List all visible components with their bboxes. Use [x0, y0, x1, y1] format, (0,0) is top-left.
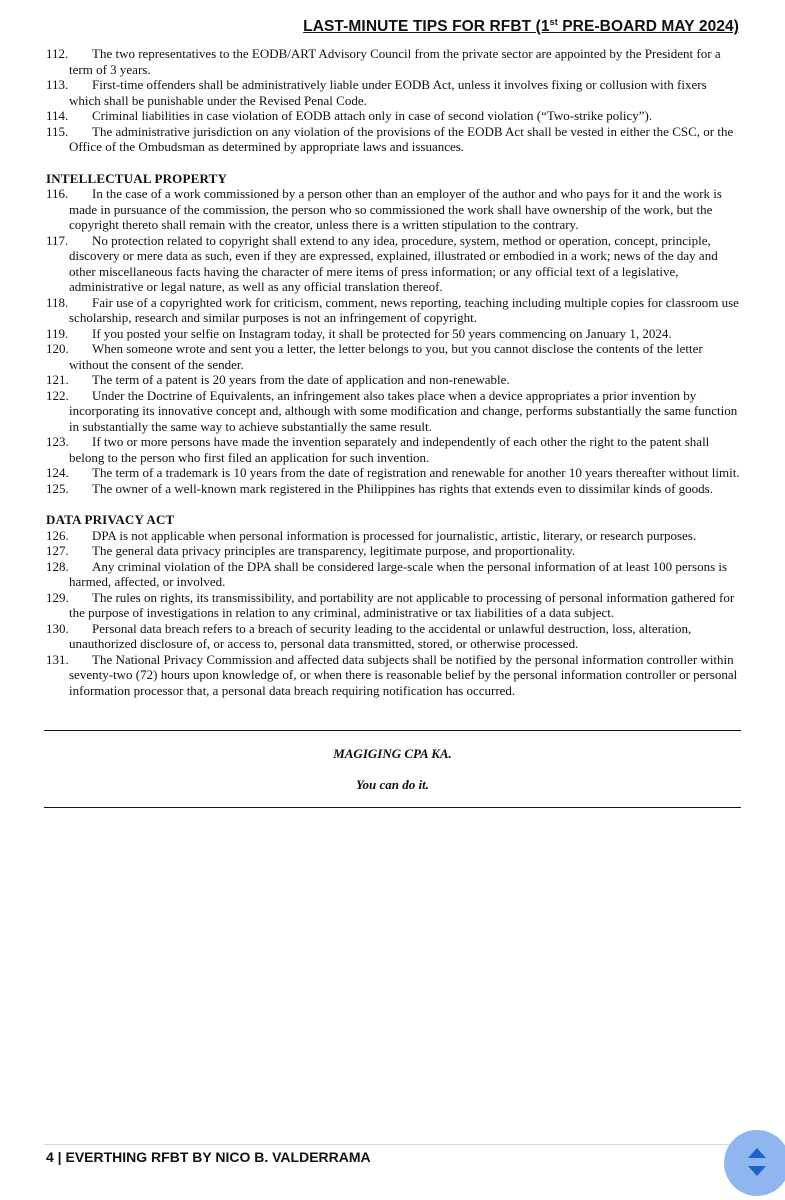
list-item	[46, 46, 740, 77]
item-number: 126.	[46, 527, 69, 543]
list-item	[46, 543, 740, 559]
item-number: 121.	[46, 372, 69, 387]
item-text: Criminal liabilities in case violation of EODB attach only in case of second violation (“Two-strike policy”).	[92, 108, 653, 123]
closing-top-rule	[44, 730, 741, 731]
item-text: Any criminal violation of the DPA shall be considered large-scale when the personal information of at least 100 persons is harmed, affected, or involved.	[69, 558, 728, 589]
chevron-down-icon[interactable]	[748, 1166, 766, 1176]
closing-line-2: You can do it.	[356, 777, 429, 792]
item-text: First-time offenders shall be administratively liable under EODB Act, unless it involves fixing or collusion with fixers which shall be punishable under the Revised Penal Code.	[69, 77, 707, 108]
closing-line-1: MAGIGING CPA KA.	[333, 746, 452, 761]
item-text: If you posted your selfie on Instagram today, it shall be protected for 50 years commencing on January 1, 2024.	[92, 325, 672, 341]
list-item	[46, 559, 740, 590]
item-text: In the case of a work commissioned by a person other than an employer of the author and who pays for it and the work is made in pursuance of the commission, the person who so commissioned the work shall have ownership of the work, but the copyright thereto shall remain with the creator, unless there is a written stipulation to the contrary.	[69, 186, 722, 232]
list-item	[46, 528, 740, 544]
list-item	[46, 341, 740, 372]
item-text: The general data privacy principles are transparency, legitimate purpose, and proportionality.	[92, 543, 576, 558]
footer-divider	[44, 1144, 741, 1145]
section-heading-data-privacy-act: DATA PRIVACY ACT	[46, 512, 175, 527]
list-item	[46, 186, 740, 233]
item-number: 114.	[46, 108, 69, 123]
list-item	[46, 295, 740, 326]
closing-bottom-rule	[44, 807, 741, 808]
item-text: The two representatives to the EODB/ART Advisory Council from the private sector are appointed by the President for a term of 3 years.	[69, 46, 721, 77]
section-heading-intellectual-property: INTELLECTUAL PROPERTY	[46, 170, 228, 186]
item-text: The term of a patent is 20 years from the date of application and non-renewable.	[92, 372, 510, 387]
item-number: 122.	[46, 387, 69, 403]
list-item	[46, 108, 740, 124]
item-number: 127.	[46, 543, 69, 558]
page-navigation-button[interactable]	[724, 1130, 785, 1196]
header-title-superscript: st	[549, 16, 558, 27]
list-item	[46, 388, 740, 435]
item-number: 116.	[46, 186, 69, 201]
item-number: 117.	[46, 232, 69, 248]
list-item	[46, 465, 740, 481]
list-item	[46, 590, 740, 621]
item-number: 115.	[46, 123, 69, 139]
list-item	[46, 652, 740, 699]
item-text: If two or more persons have made the invention separately and independently of each other the right to the patent shall belong to the person who first filed an application for such invention.	[69, 434, 710, 465]
item-text: DPA is not applicable when personal information is processed for journalistic, artistic, literary, or research purposes.	[92, 527, 697, 543]
list-item	[46, 481, 740, 497]
item-number: 113.	[46, 77, 69, 92]
list-item	[46, 434, 740, 465]
item-number: 112.	[46, 46, 69, 61]
chevron-up-icon[interactable]	[748, 1148, 766, 1158]
item-text: The term of a trademark is 10 years from the date of registration and renewable for another 10 years thereafter without limit.	[92, 465, 740, 480]
item-text: Personal data breach refers to a breach of security leading to the accidental or unlawful destruction, loss, alteration, unauthorized disclosure of, or access to, personal data transmitted, stored, or otherwise processed.	[69, 620, 692, 651]
item-number: 123.	[46, 434, 69, 449]
item-number: 120.	[46, 341, 69, 356]
item-text: The owner of a well-known mark registered in the Philippines has rights that extends even to dissimilar kinds of goods.	[92, 480, 713, 496]
page-header	[303, 18, 739, 36]
item-text: The administrative jurisdiction on any violation of the provisions of the EODB Act shall be vested in either the CSC, or the Office of the Ombudsman as determined by appropriate laws and issuances.	[69, 123, 734, 154]
list-item	[46, 77, 740, 108]
item-number: 124.	[46, 465, 69, 480]
item-text: Fair use of a copyrighted work for criticism, comment, news reporting, teaching including multiple copies for classroom use scholarship, research and similar purposes is not an infringement of copyright.	[69, 294, 739, 325]
item-number: 131.	[46, 651, 69, 667]
item-text: No protection related to copyright shall extend to any idea, procedure, system, method or operation, concept, principle, discovery or mere data as such, even if they are expressed, explained, illustrated or embodied in a work; news of the day and other miscellaneous facts having the character of mere items of press information; or any official text of a legislative, administrative or legal nature, as well as any official translation thereof.	[69, 232, 718, 294]
list-item	[46, 124, 740, 155]
item-number: 118.	[46, 294, 69, 310]
item-text: When someone wrote and sent you a letter, the letter belongs to you, but you cannot disclose the contents of the letter without the consent of the sender.	[69, 341, 703, 372]
list-item	[46, 326, 740, 342]
list-item	[46, 233, 740, 295]
item-text: Under the Doctrine of Equivalents, an infringement also takes place when a device appropriates a prior invention by incorporating its innovative concept and, although with some modification and change, performs substantially the same function in substantially the same way to achieve substantially the same result.	[69, 387, 738, 434]
item-number: 119.	[46, 325, 69, 341]
item-number: 130.	[46, 620, 69, 636]
document-body	[46, 46, 740, 698]
item-number: 128.	[46, 558, 69, 574]
header-title-suffix: PRE-BOARD MAY 2024)	[557, 18, 739, 35]
list-item	[46, 372, 740, 388]
item-number: 125.	[46, 480, 69, 496]
item-number: 129.	[46, 589, 69, 605]
page-footer: 4 | EVERTHING RFBT BY NICO B. VALDERRAMA	[46, 1149, 371, 1165]
item-text: The National Privacy Commission and affected data subjects shall be notified by the personal information controller within seventy-two (72) hours upon knowledge of, or when there is reasonable belief by the personal information controller or personal information processor that, a personal data breach requiring notification has occurred.	[69, 651, 738, 698]
item-text: The rules on rights, its transmissibility, and portability are not applicable to processing of personal information gathered for the purpose of investigations in relation to any criminal, administrative or tax liabilities of a data subject.	[69, 589, 735, 620]
list-item	[46, 621, 740, 652]
header-title-prefix: LAST-MINUTE TIPS FOR RFBT (1	[303, 18, 550, 35]
